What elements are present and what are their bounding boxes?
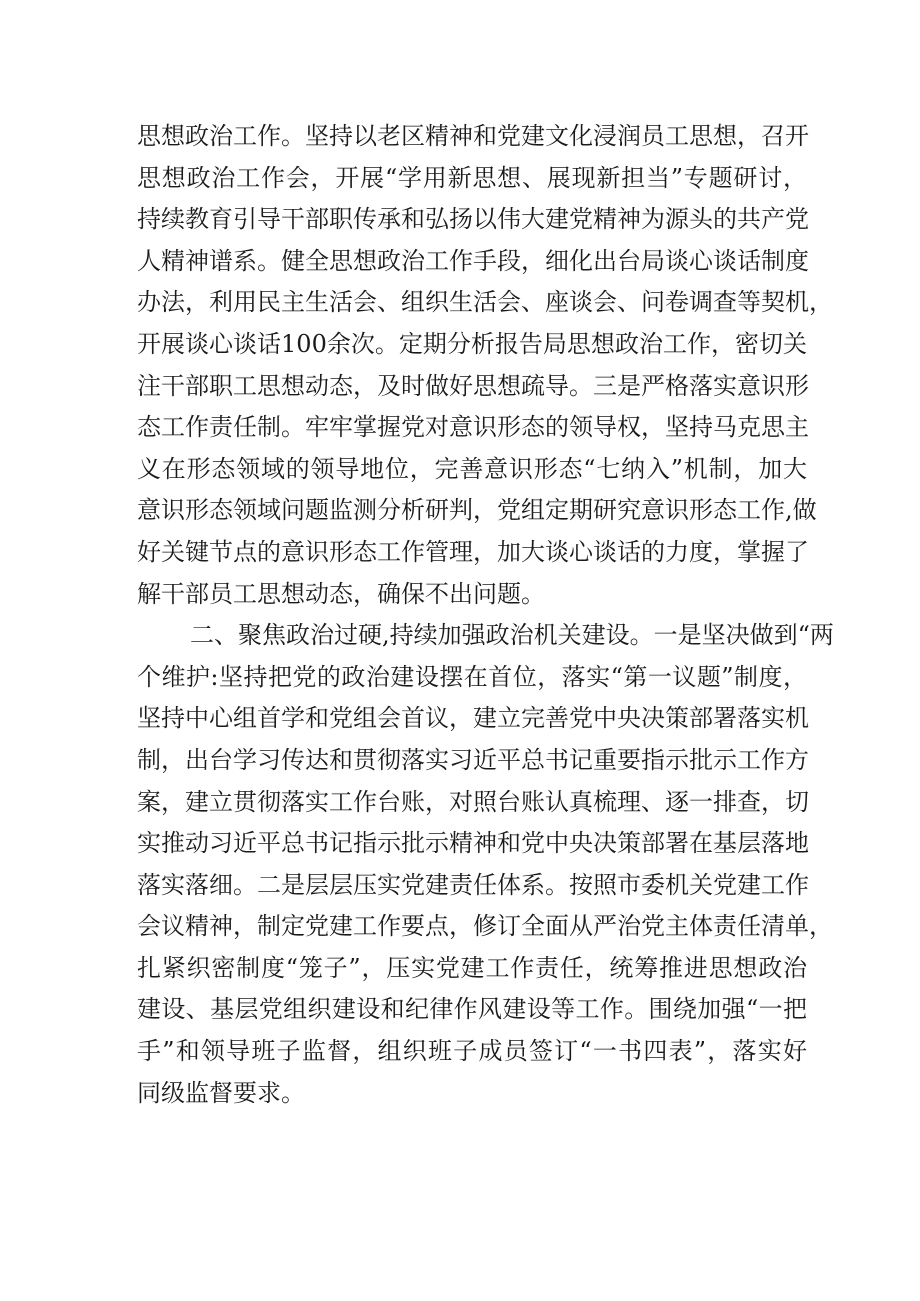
text-line: 好关键节点的意识形态工作管理，加大谈心谈话的力度，掌握了	[137, 537, 809, 566]
text-line: 个维护:坚持把党的政治建设摆在首位，落实“第一议题”制度，	[137, 662, 807, 691]
text-line: 态工作责任制。牢牢掌握党对意识形态的领导权，坚持马克思主	[137, 413, 809, 442]
text-line: 制，出台学习传达和贯彻落实习近平总书记重要指示批示工作方	[137, 745, 809, 774]
text-line: 注干部职工思想动态，及时做好思想疏导。三是严格落实意识形	[137, 371, 809, 400]
text-line: 实推动习近平总书记指示批示精神和党中央决策部署在基层落地	[137, 829, 809, 858]
text-line: 开展谈心谈话100余次。定期分析报告局思想政治工作，密切关	[137, 329, 807, 358]
text-line: 会议精神，制定党建工作要点，修订全面从严治党主体责任清单，	[137, 912, 833, 941]
text-line: 建设、基层党组织建设和纪律作风建设等工作。围绕加强“一把	[137, 995, 807, 1024]
paragraph-1	[137, 116, 833, 615]
text-line: 手”和领导班子监督，组织班子成员签订“一书四表”，落实好	[137, 1037, 807, 1066]
section-heading-line: 二、聚焦政治过硬,持续加强政治机关建设。一是坚决做到“两	[190, 621, 834, 650]
text-line: 思想政治工作。坚持以老区精神和党建文化浸润员工思想，召开	[137, 122, 809, 150]
text-line: 落实落细。二是层层压实党建责任体系。按照市委机关党建工作	[137, 870, 809, 899]
text-line: 思想政治工作会，开展“学用新思想、展现新担当”专题研讨，	[137, 163, 807, 192]
text-line: 坚持中心组首学和党组会首议，建立完善党中央决策部署落实机	[137, 704, 809, 733]
text-line: 同级监督要求。	[137, 1078, 305, 1107]
text-line: 案，建立贯彻落实工作台账，对照台账认真梳理、逐一排查，切	[137, 787, 809, 816]
text-line: 解干部员工思想动态，确保不出问题。	[137, 579, 545, 608]
text-line: 义在形态领域的领导地位，完善意识形态“七纳入”机制，加大	[137, 454, 807, 483]
text-line: 意识形态领域问题监测分析研判，党组定期研究意识形态工作,做	[137, 496, 817, 525]
text-line: 办法，利用民主生活会、组织生活会、座谈会、问卷调查等契机，	[137, 288, 833, 317]
body-text	[137, 116, 834, 1114]
text-line: 人精神谱系。健全思想政治工作手段，细化出台局谈心谈话制度	[137, 246, 809, 275]
paragraph-2	[137, 615, 834, 1114]
text-line: 扎紧织密制度“笼子”，压实党建工作责任，统筹推进思想政治	[137, 953, 807, 982]
text-line: 持续教育引导干部职传承和弘扬以伟大建党精神为源头的共产党	[137, 205, 809, 234]
